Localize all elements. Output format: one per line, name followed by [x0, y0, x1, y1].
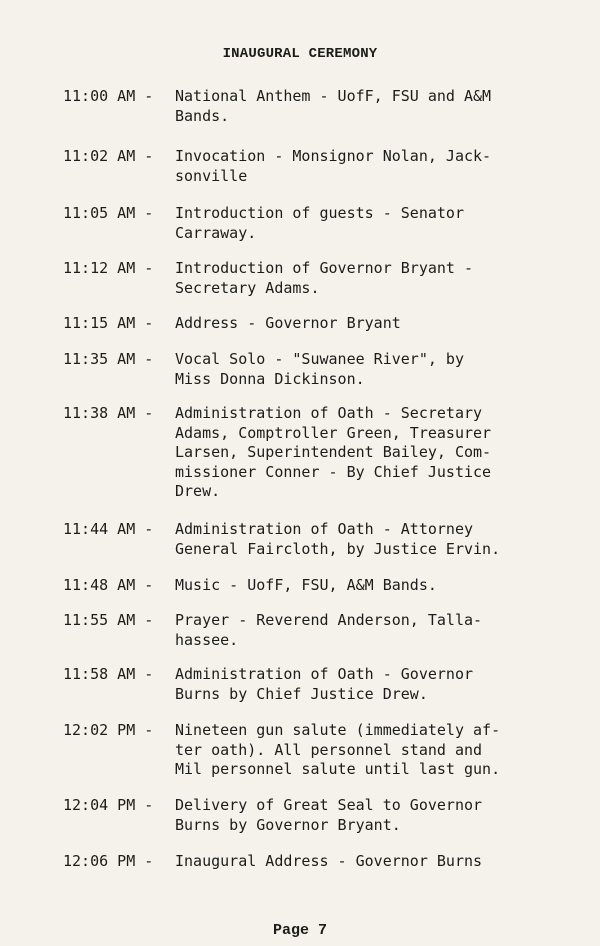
entry-description: Delivery of Great Seal to Governor Burns by Governor Bryant. — [175, 796, 483, 834]
entry-time: 11:35 AM - — [63, 350, 154, 368]
entry-time: 12:04 PM - — [63, 796, 154, 814]
entry-description: Inaugural Address - Governor Burns — [175, 852, 483, 870]
schedule-entry — [63, 204, 533, 243]
schedule-entry — [63, 87, 533, 126]
schedule-entry — [63, 259, 533, 298]
entry-time: 11:12 AM - — [63, 259, 154, 277]
entry-description: Prayer - Reverend Anderson, Talla- hassee. — [175, 611, 483, 649]
entry-description: Introduction of guests - Senator Carraway. — [175, 204, 464, 242]
schedule-entry — [63, 796, 533, 835]
schedule-entry — [63, 520, 533, 559]
schedule-entry — [63, 852, 533, 872]
entry-description: Address - Governor Bryant — [175, 314, 401, 332]
entry-description: Music - UofF, FSU, A&M Bands. — [175, 576, 437, 594]
schedule-entry — [63, 611, 533, 650]
schedule-entry — [63, 314, 533, 334]
entry-time: 11:58 AM - — [63, 665, 154, 683]
entry-description: Invocation - Monsignor Nolan, Jack- sonville — [175, 147, 492, 185]
schedule-entry — [63, 350, 533, 389]
entry-description: Administration of Oath - Attorney General Faircloth, by Justice Ervin. — [175, 520, 501, 558]
entry-description: Administration of Oath - Governor Burns by Chief Justice Drew. — [175, 665, 474, 703]
entry-time: 12:02 PM - — [63, 721, 154, 739]
schedule-entry — [63, 147, 533, 186]
entry-description: Nineteen gun salute (immediately af- ter oath). All personnel stand and Mil personnel salute until last gun. — [175, 721, 501, 778]
schedule-entry — [63, 576, 533, 596]
entry-time: 11:15 AM - — [63, 314, 154, 332]
entry-description: Introduction of Governor Bryant - Secretary Adams. — [175, 259, 474, 297]
schedule-entry — [63, 721, 533, 780]
page-number: Page 7 — [272, 922, 327, 939]
entry-description: National Anthem - UofF, FSU and A&M Bands. — [175, 87, 492, 125]
entry-time: 11:55 AM - — [63, 611, 154, 629]
entry-time: 11:38 AM - — [63, 404, 154, 422]
entry-time: 11:02 AM - — [63, 147, 154, 165]
schedule-entry — [63, 665, 533, 704]
entry-description: Administration of Oath - Secretary Adams, Comptroller Green, Treasurer Larsen, Superintendent Bailey, Com- missioner Conner - By Chief Justice Drew. — [175, 404, 492, 500]
schedule-entry — [63, 404, 533, 502]
document-title: INAUGURAL CEREMONY — [222, 46, 378, 62]
entry-time: 12:06 PM - — [63, 852, 154, 870]
entry-time: 11:48 AM - — [63, 576, 154, 594]
entry-description: Vocal Solo - "Suwanee River", by Miss Donna Dickinson. — [175, 350, 464, 388]
entry-time: 11:44 AM - — [63, 520, 154, 538]
entry-time: 11:00 AM - — [63, 87, 154, 105]
entry-time: 11:05 AM - — [63, 204, 154, 222]
